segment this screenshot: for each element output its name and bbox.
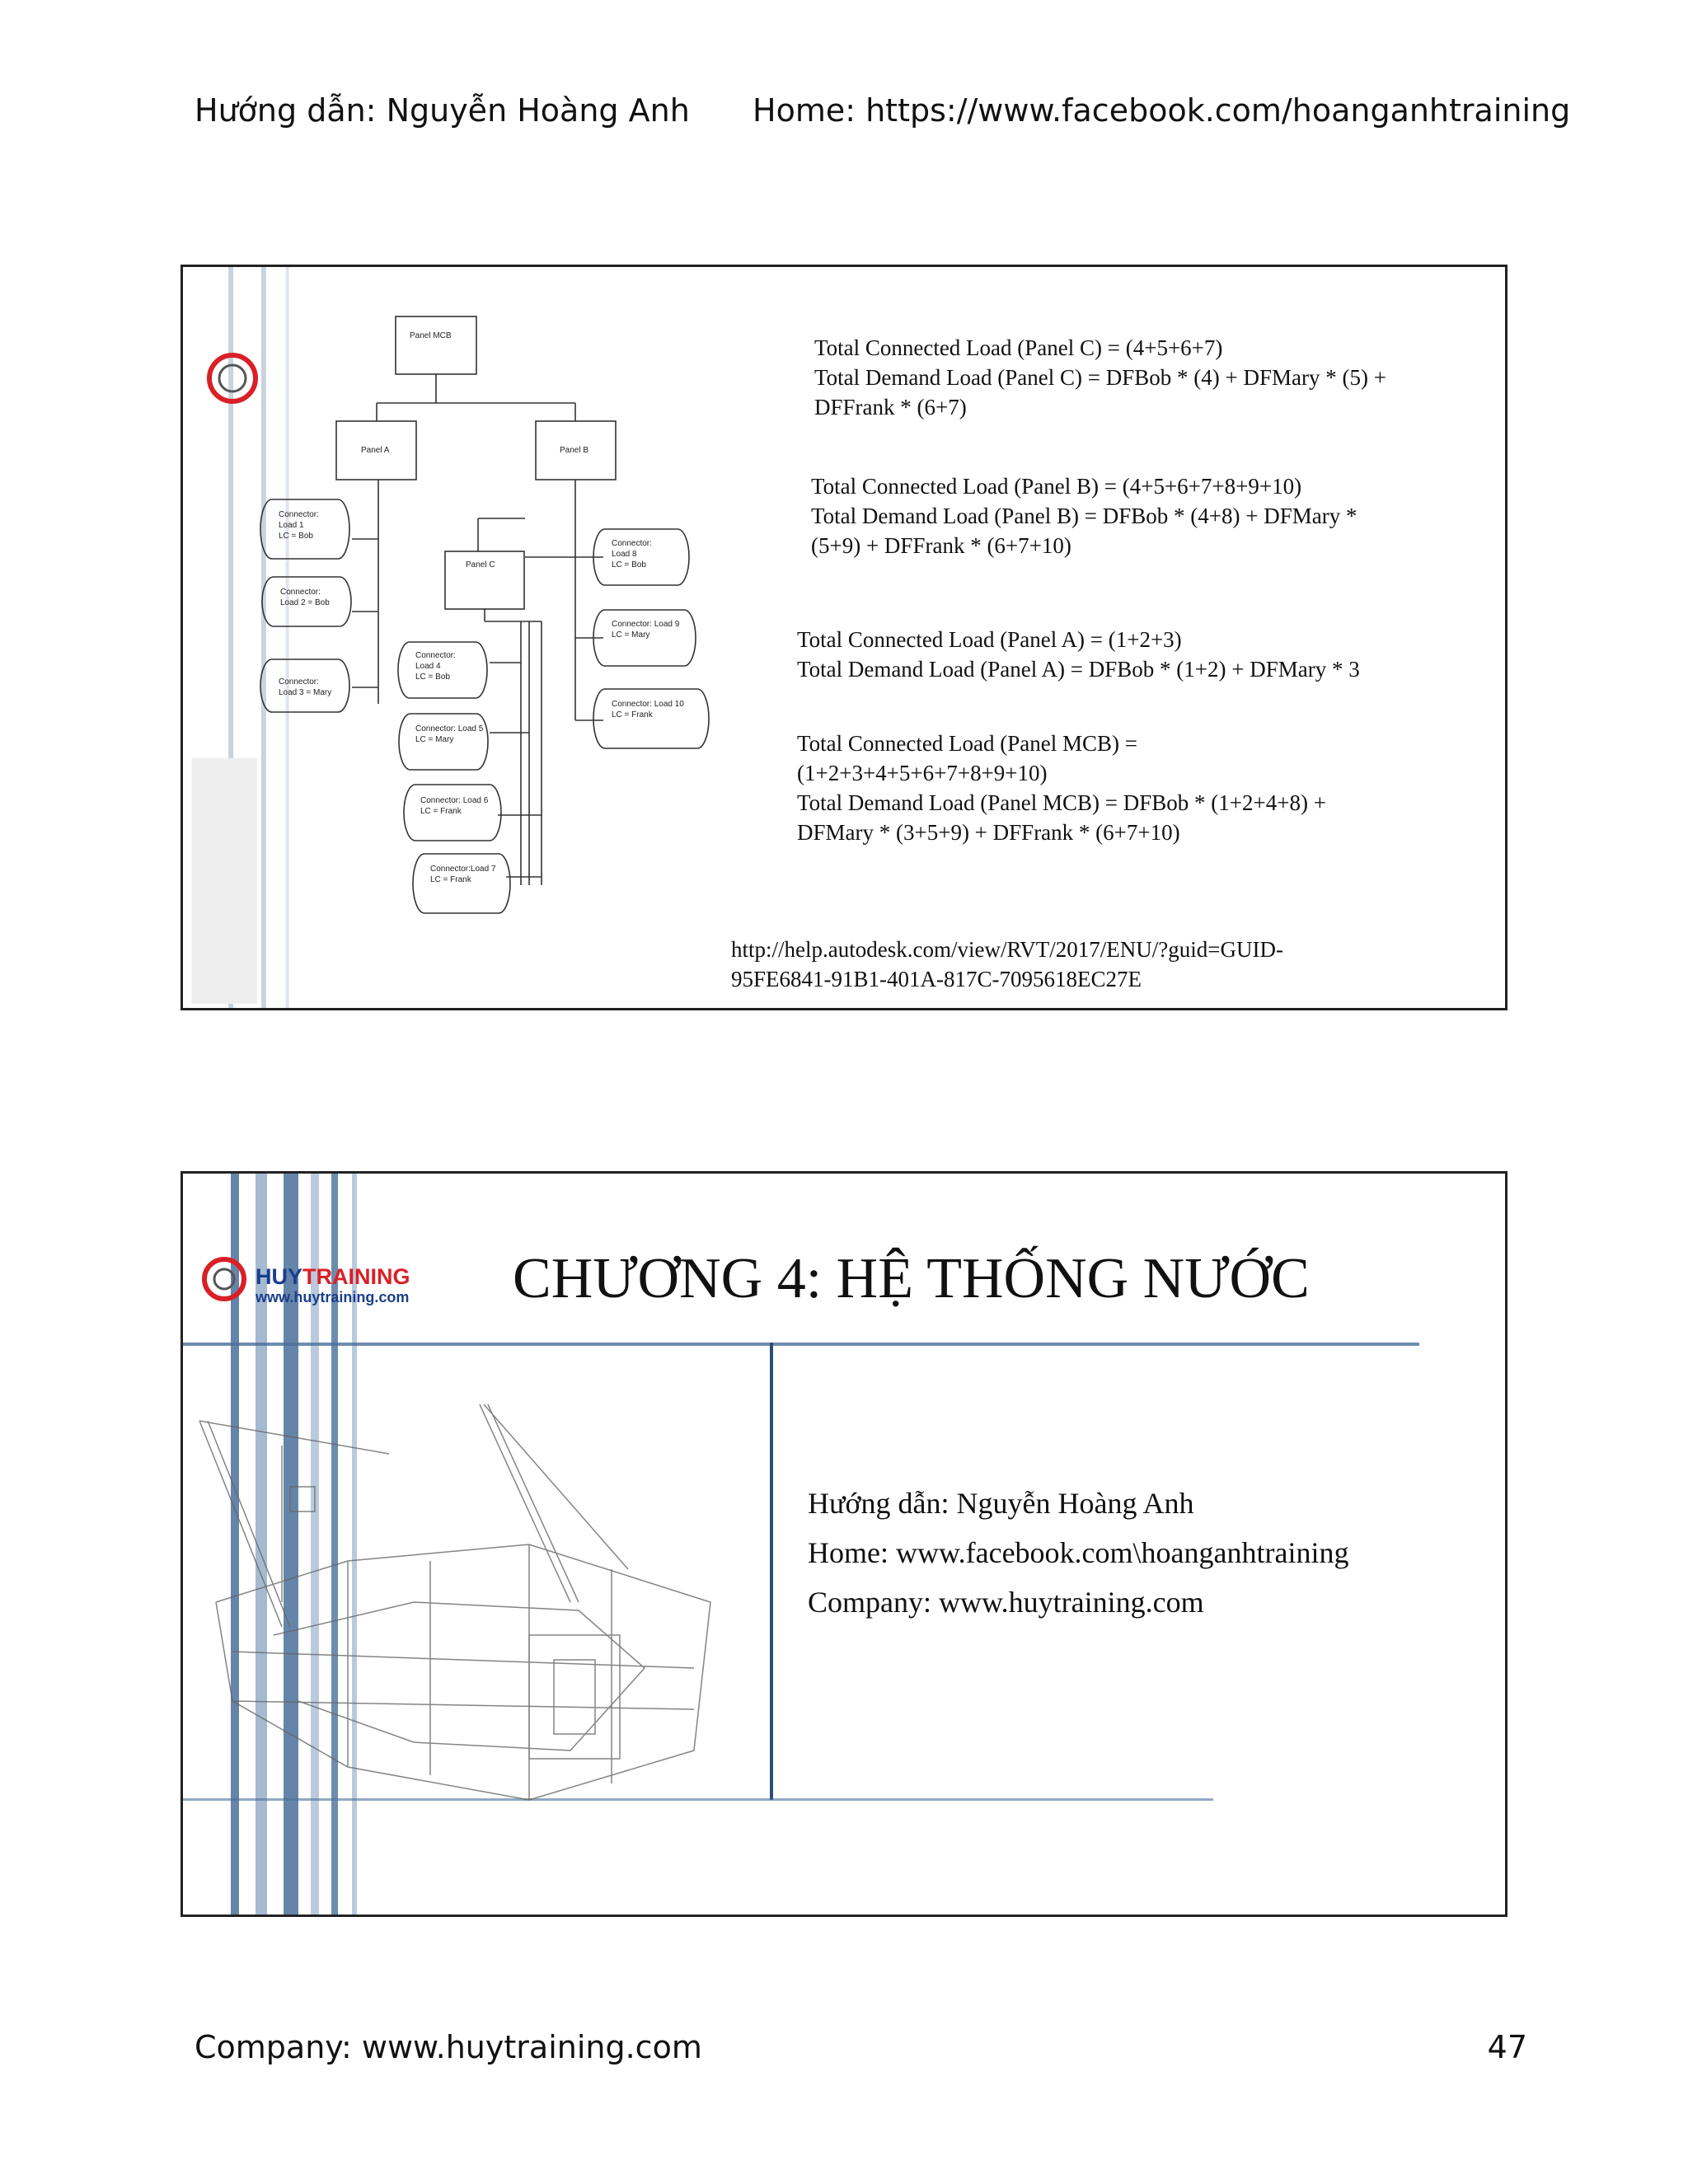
chapter-title: CHƯƠNG 4: HỆ THỐNG NƯỚC (513, 1247, 1310, 1310)
panel-a-label: Panel A (361, 446, 390, 455)
load-1-line-1: Connector: (279, 510, 319, 519)
panel-c-label: Panel C (466, 560, 495, 569)
logo-brand-suffix: TRAINING (302, 1264, 410, 1289)
load-7-line-1: Connector:Load 7 (430, 865, 496, 874)
header-author: Hướng dẫn: Nguyễn Hoàng Anh (195, 92, 690, 129)
load-2-line-1: Connector: (280, 588, 321, 597)
load-1-line-2: Load 1 (279, 521, 304, 530)
load-9-line-2: LC = Mary (612, 630, 650, 640)
load-4-line-1: Connector: (415, 651, 456, 660)
load-1-line-3: LC = Bob (279, 532, 313, 541)
load-10-line-2: LC = Frank (612, 710, 653, 719)
slide-chapter-title (181, 1171, 1507, 1917)
panel-c-load-text: Total Connected Load (Panel C) = (4+5+6+7) Total Demand Load (Panel C) = DFBob * (4) + DFMary * (5) + DFFrank * (6+7) (814, 335, 1386, 419)
load-4-line-2: Load 4 (415, 662, 441, 671)
load-8-line-2: Load 8 (612, 550, 637, 559)
logo-brand-prefix: HUY (256, 1264, 303, 1289)
page-footer (0, 2029, 1688, 2079)
load-10-line-1: Connector: Load 10 (612, 700, 684, 709)
load-5-line-2: LC = Mary (415, 735, 454, 744)
load-6-line-2: LC = Frank (420, 807, 462, 816)
logo-site: www.huytraining.com (256, 1289, 410, 1305)
load-7-line-2: LC = Frank (430, 875, 471, 884)
load-2-line-2: Load 2 = Bob (280, 598, 330, 607)
load-9-line-1: Connector: Load 9 (612, 620, 680, 629)
load-4-line-3: LC = Bob (415, 673, 450, 682)
panel-mcb-label: Panel MCB (410, 331, 452, 340)
load-8-line-1: Connector: (612, 539, 652, 548)
info-home[interactable]: Home: www.facebook.com\hoanganhtraining (808, 1536, 1349, 1569)
info-company[interactable]: Company: www.huytraining.com (808, 1586, 1204, 1619)
chapter-info (808, 1479, 1348, 1627)
load-8-line-3: LC = Bob (612, 560, 646, 569)
page-header (0, 92, 1688, 142)
load-3-line-1: Connector: (279, 677, 319, 687)
panel-b-label: Panel B (560, 446, 589, 455)
load-5-line-1: Connector: Load 5 (415, 724, 484, 733)
logo-icon (209, 355, 256, 401)
page-number: 47 (1487, 2029, 1527, 2065)
slide-panel-loads (181, 265, 1507, 1010)
reference-url[interactable]: http://help.autodesk.com/view/RVT/2017/ENU/?guid=GUID- 95FE6841-91B1-401A-817C-7095618EC27E (731, 937, 1283, 991)
panel-b-load-text: Total Connected Load (Panel B) = (4+5+6+7+8+9+10) Total Demand Load (Panel B) = DFBob * (4+8) + DFMary * (5+9) + DFFrank * (6+7+10) (811, 474, 1357, 558)
load-6-line-1: Connector: Load 6 (420, 796, 489, 805)
panel-hierarchy-diagram (183, 267, 809, 1009)
info-author: Hướng dẫn: Nguyễn Hoàng Anh (808, 1487, 1194, 1520)
header-home-link[interactable]: Home: https://www.facebook.com/hoanganhtraining (753, 92, 1571, 129)
footer-company[interactable]: Company: www.huytraining.com (195, 2029, 702, 2065)
panel-a-load-text: Total Connected Load (Panel A) = (1+2+3) Total Demand Load (Panel A) = DFBob * (1+2) + DFMary * 3 (797, 627, 1360, 682)
load-3-line-2: Load 3 = Mary (279, 688, 332, 697)
panel-mcb-load-text: Total Connected Load (Panel MCB) = (1+2+3+4+5+6+7+8+9+10) Total Demand Load (Panel MCB) = DFBob * (1+2+4+8) + DFMary * (3+5+9) + DFFrank * (6+7+10) (797, 731, 1326, 845)
huytraining-logo (256, 1264, 410, 1306)
